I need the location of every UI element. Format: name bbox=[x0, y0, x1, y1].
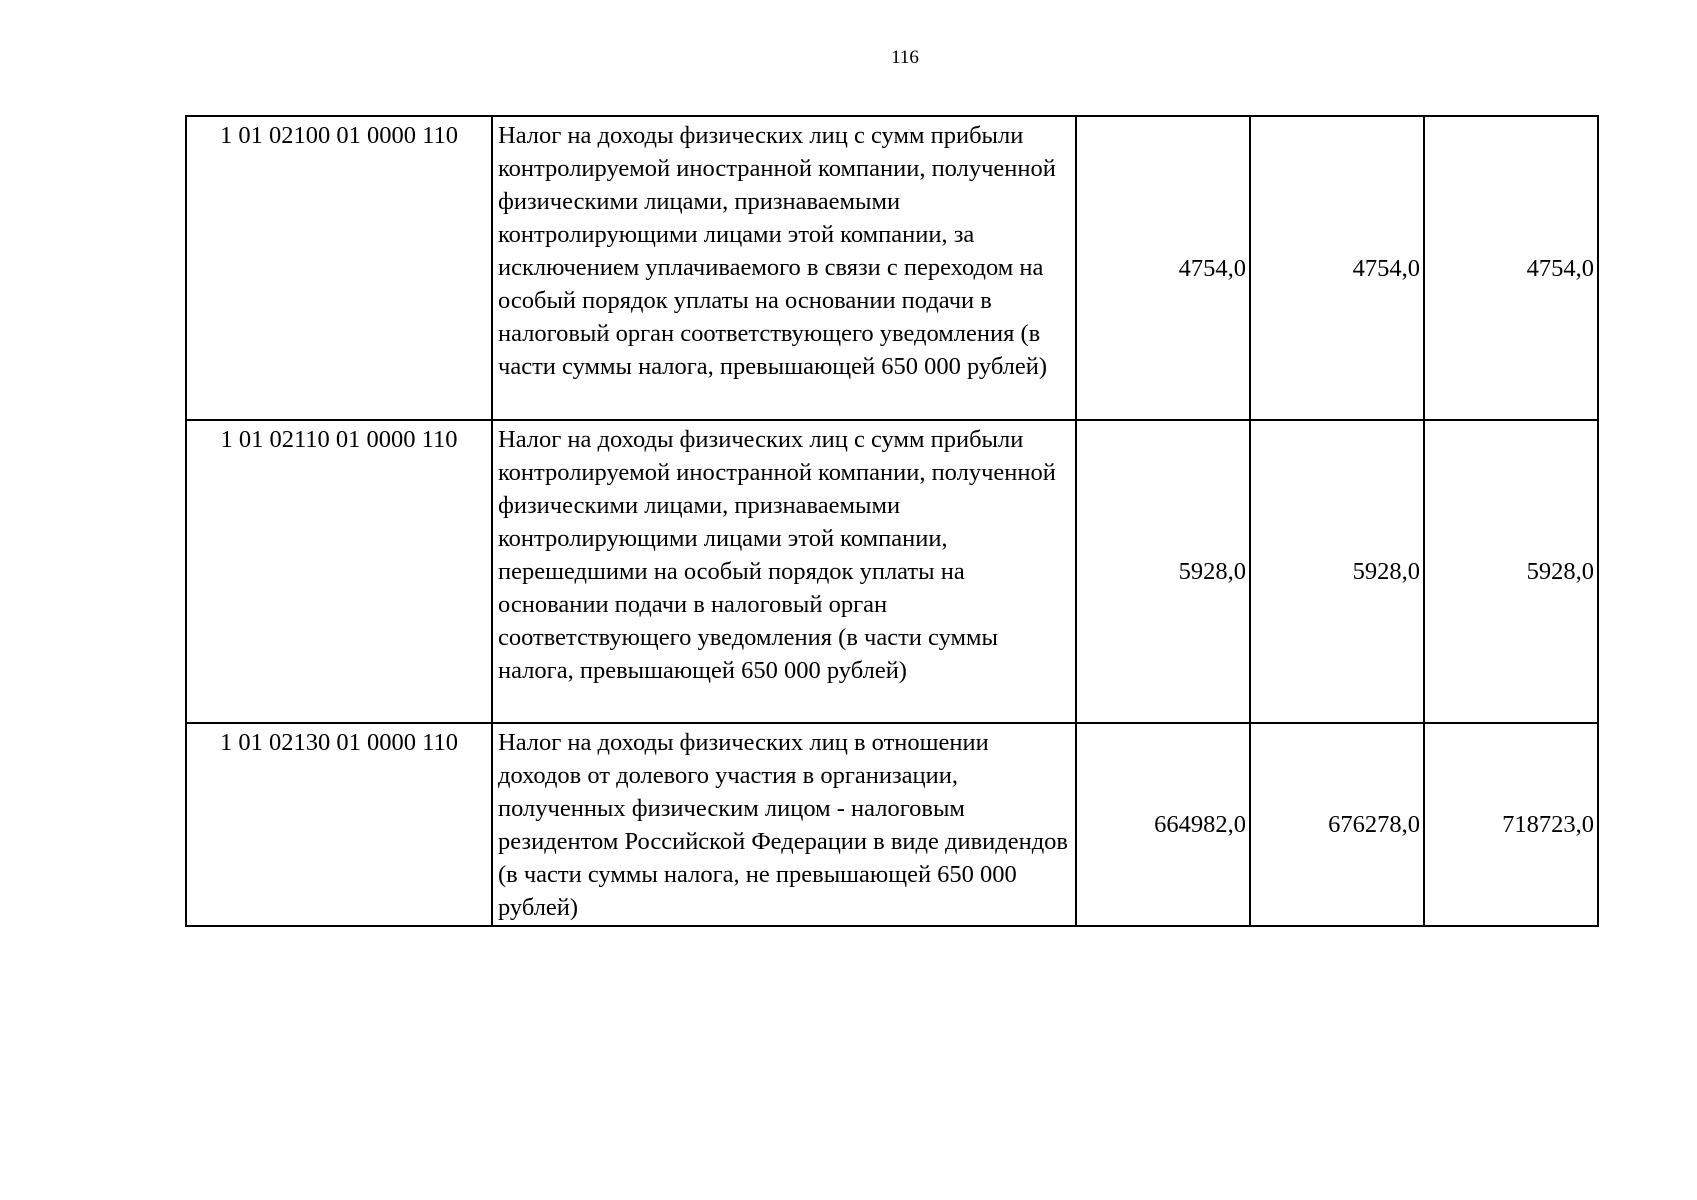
amount-year-2-cell: 676278,0 bbox=[1250, 723, 1424, 926]
revenue-name-cell: Налог на доходы физических лиц с сумм прибыли контролируемой иностранной компании, полученной физическими лицами, признаваемыми контролирующими лицами этой компании, перешедшими на особый порядок уплаты на основании подачи в налоговый орган соответствующего уведомления (в части суммы налога, превышающей 650 000 рублей) bbox=[492, 420, 1076, 723]
budget-code-cell: 1 01 02130 01 0000 110 bbox=[186, 723, 492, 926]
amount-year-3-cell: 4754,0 bbox=[1424, 116, 1598, 420]
revenue-table bbox=[185, 115, 1599, 927]
amount-year-1-cell: 664982,0 bbox=[1076, 723, 1250, 926]
budget-code-cell: 1 01 02110 01 0000 110 bbox=[186, 420, 492, 723]
page-number: 116 bbox=[891, 47, 919, 68]
table-row bbox=[186, 420, 1598, 723]
amount-year-1-cell: 5928,0 bbox=[1076, 420, 1250, 723]
amount-year-3-cell: 718723,0 bbox=[1424, 723, 1598, 926]
amount-year-1-cell: 4754,0 bbox=[1076, 116, 1250, 420]
amount-year-2-cell: 5928,0 bbox=[1250, 420, 1424, 723]
table-row bbox=[186, 116, 1598, 420]
amount-year-3-cell: 5928,0 bbox=[1424, 420, 1598, 723]
amount-year-2-cell: 4754,0 bbox=[1250, 116, 1424, 420]
revenue-name-cell: Налог на доходы физических лиц в отношении доходов от долевого участия в организации, полученных физическим лицом - налоговым резидентом Российской Федерации в виде дивидендов (в части суммы налога, не превышающей 650 000 рублей) bbox=[492, 723, 1076, 926]
revenue-name-cell: Налог на доходы физических лиц с сумм прибыли контролируемой иностранной компании, полученной физическими лицами, признаваемыми контролирующими лицами этой компании, за исключением уплачиваемого в связи с переходом на особый порядок уплаты на основании подачи в налоговый орган соответствующего уведомления (в части суммы налога, превышающей 650 000 рублей) bbox=[492, 116, 1076, 420]
budget-code-cell: 1 01 02100 01 0000 110 bbox=[186, 116, 492, 420]
table-row bbox=[186, 723, 1598, 926]
